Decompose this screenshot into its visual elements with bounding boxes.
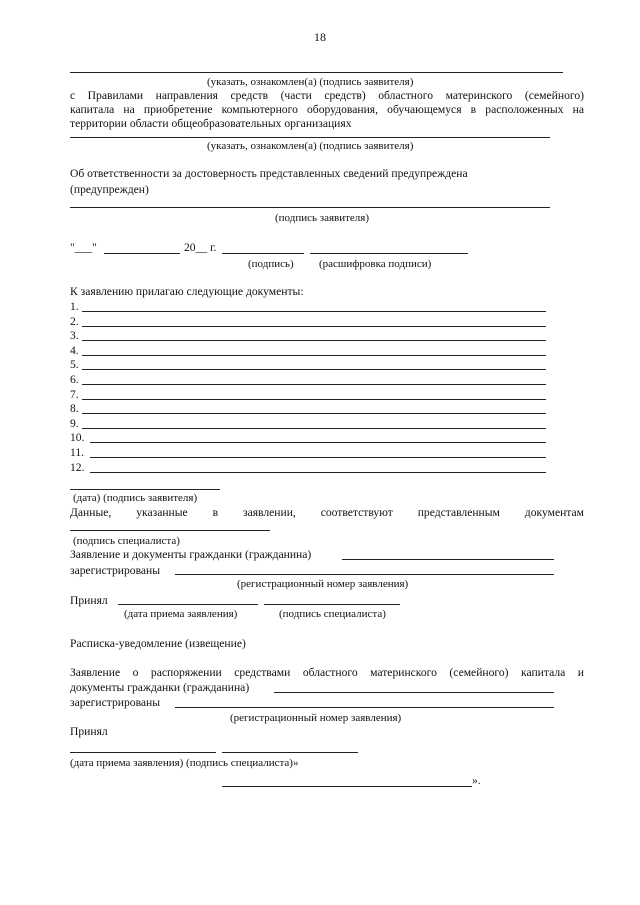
registration-number-line [175, 574, 554, 575]
caption-signature: (подпись) [248, 258, 294, 270]
responsibility-text-2: (предупрежден) [70, 183, 149, 196]
documents-heading: К заявлению прилагаю следующие документы: [70, 285, 304, 298]
registered-label-2: зарегистрированы [70, 696, 161, 709]
caption-acquainted-2: (указать, ознакомлен(а) (подпись заявителя) [207, 140, 414, 152]
caption-acquainted: (указать, ознакомлен(а) (подпись заявителя) [207, 76, 414, 88]
document-item-line [82, 428, 546, 429]
document-item-number: 10. [70, 431, 85, 445]
closing-quote: ». [472, 774, 481, 787]
registration2-text-1: Заявление о распоряжении средствами областного материнского (семейного) капитала и [70, 666, 584, 679]
document-item-number: 8. [70, 402, 79, 416]
document-item-number: 11. [70, 446, 85, 459]
document-item-line [82, 399, 546, 400]
signature-decode-line [310, 253, 468, 254]
caption-registration-number-2: (регистрационный номер заявления) [230, 712, 402, 724]
document-item-line [90, 442, 546, 443]
document-item-line [90, 472, 546, 473]
document-item-line [82, 384, 546, 385]
date-month-line [104, 253, 180, 254]
accept-date-line [118, 604, 258, 605]
match-text: Данные, указанные в заявлении, соответствуют представленным документам [70, 506, 584, 519]
signature-line [70, 137, 550, 138]
registration-text: Заявление и документы гражданки (гражданина) [70, 548, 312, 561]
signature-line [70, 489, 220, 490]
caption-date-signature: (дата) (подпись заявителя) [73, 492, 198, 504]
caption-specialist-signature: (подпись специалиста) [73, 535, 180, 547]
document-item-number: 3. [70, 329, 79, 343]
accepted-label-2: Принял [70, 725, 108, 738]
caption-date-specialist: (дата приема заявления) (подпись специалиста)» [70, 757, 299, 769]
document-item-line [82, 369, 546, 370]
rules-line-2: капитала на приобретение компьютерного оборудования, обучающемуся в расположенных на [70, 103, 584, 116]
date-year: 20__ г. [184, 241, 217, 254]
caption-registration-number: (регистрационный номер заявления) [237, 578, 409, 590]
signature-line [222, 253, 304, 254]
document-item-line [82, 413, 546, 414]
rules-line-1: с Правилами направления средств (части средств) областного материнского (семейного) [70, 89, 584, 102]
registration2-text-2: документы гражданки (гражданина) [70, 681, 250, 694]
date-day: "___" [70, 241, 97, 254]
registration-number-line [175, 707, 554, 708]
citizen-name-line [274, 692, 554, 693]
document-item-number: 5. [70, 358, 79, 372]
receipt-title: Расписка-уведомление (извещение) [70, 637, 246, 650]
caption-accept-date: (дата приема заявления) [124, 608, 238, 620]
document-item-line [82, 340, 546, 341]
document-item-number: 9. [70, 416, 79, 430]
signature-line [70, 207, 550, 208]
caption-specialist: (подпись специалиста) [279, 608, 386, 620]
signature-line [264, 604, 400, 605]
signature-line [70, 530, 270, 531]
signature-line [70, 72, 563, 73]
document-item-line [82, 326, 546, 327]
document-item-line [90, 457, 546, 458]
document-item-line [82, 311, 546, 312]
accepted-label: Принял [70, 594, 108, 607]
caption-applicant-signature: (подпись заявителя) [275, 212, 370, 224]
document-item-number: 6. [70, 373, 79, 386]
registered-label: зарегистрированы [70, 564, 161, 577]
closing-line [222, 786, 472, 787]
accept-date-line [70, 752, 216, 753]
document-item-number: 1. [70, 300, 79, 313]
rules-line-3: территории области общеобразовательных организациях [70, 117, 352, 130]
document-item-number: 4. [70, 343, 79, 357]
responsibility-text: Об ответственности за достоверность представленных сведений предупреждена [70, 167, 468, 180]
document-item-number: 2. [70, 314, 79, 328]
citizen-name-line [342, 559, 554, 560]
document-item-number: 12. [70, 460, 85, 474]
document-item-number: 7. [70, 387, 79, 401]
caption-signature-decode: (расшифровка подписи) [319, 258, 432, 270]
page-number: 18 [314, 30, 326, 44]
document-item-line [82, 355, 546, 356]
signature-line [222, 752, 358, 753]
